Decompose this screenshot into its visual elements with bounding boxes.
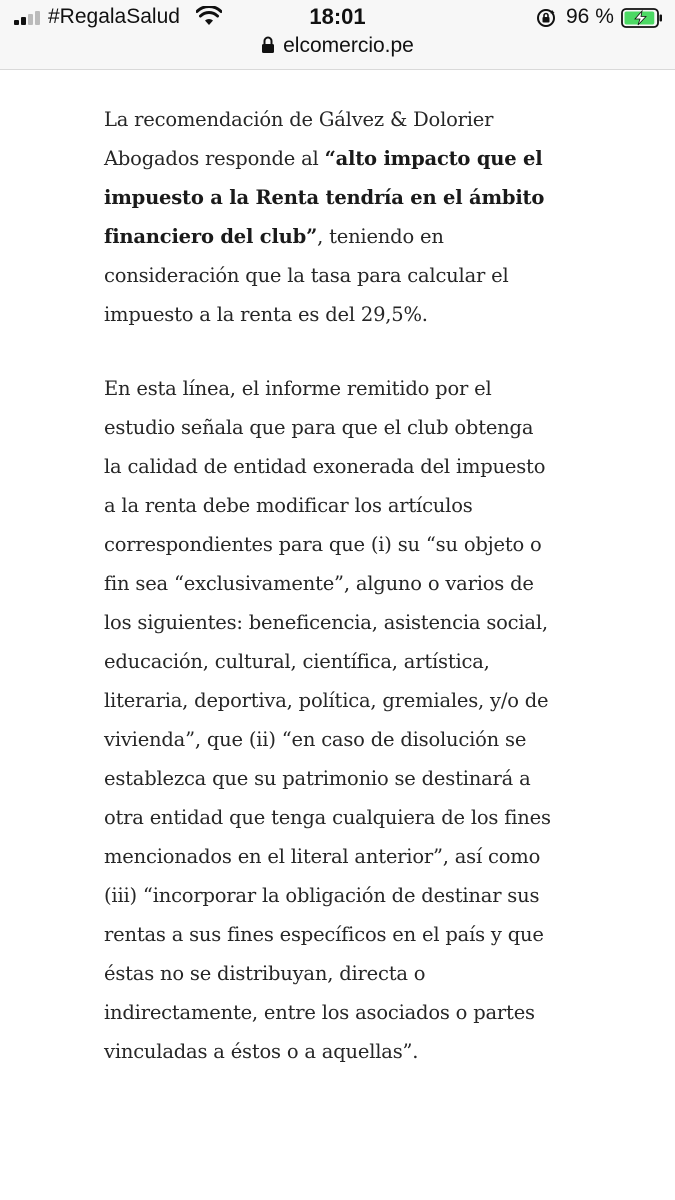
rotation-lock-icon (536, 8, 556, 28)
paragraph-1-bold-quote: “alto impacto que el impuesto a la Renta tendría en el ámbito financiero del club” (104, 147, 545, 248)
article-body (104, 100, 554, 1106)
clock: 18:01 (309, 4, 366, 29)
paragraph-1-text-b: , teniendo en consideración que la tasa para calcular el impuesto a la renta es del 29,5%. (104, 225, 509, 326)
battery-charging-icon (621, 8, 663, 28)
lock-icon (261, 36, 275, 54)
carrier-label: #RegalaSalud (48, 5, 180, 28)
paragraph-2: En esta línea, el informe remitido por el estudio señala que para que el club obtenga la calidad de entidad exonerada del impuesto a la renta debe modificar los artículos correspondientes para que (i) su “su objeto o fin sea “exclusivamente”, alguno o varios de los siguientes: beneficencia, asistencia social, educación, cultural, científica, artística, literaria, deportiva, política, gremiales, y/o de vivienda”, que (ii) “en caso de disolución se establezca que su patrimonio se destinará a otra entidad que tenga cualquiera de los fines mencionados en el literal anterior”, así como (iii) “incorporar la obligación de destinar sus rentas a sus fines específicos en el país y que éstas no se distribuyan, directa o indirectamente, entre los asociados o partes vinculadas a éstos o a aquellas”. (104, 377, 551, 1063)
battery-percent: 96 % (566, 5, 614, 28)
url-text[interactable]: elcomercio.pe (283, 34, 414, 57)
address-bar[interactable] (0, 34, 675, 58)
paragraph-1 (104, 100, 554, 334)
paragraph-1-text-a: La recomendación de Gálvez & Dolorier Abogados responde al (104, 108, 494, 170)
status-bar (0, 0, 675, 70)
